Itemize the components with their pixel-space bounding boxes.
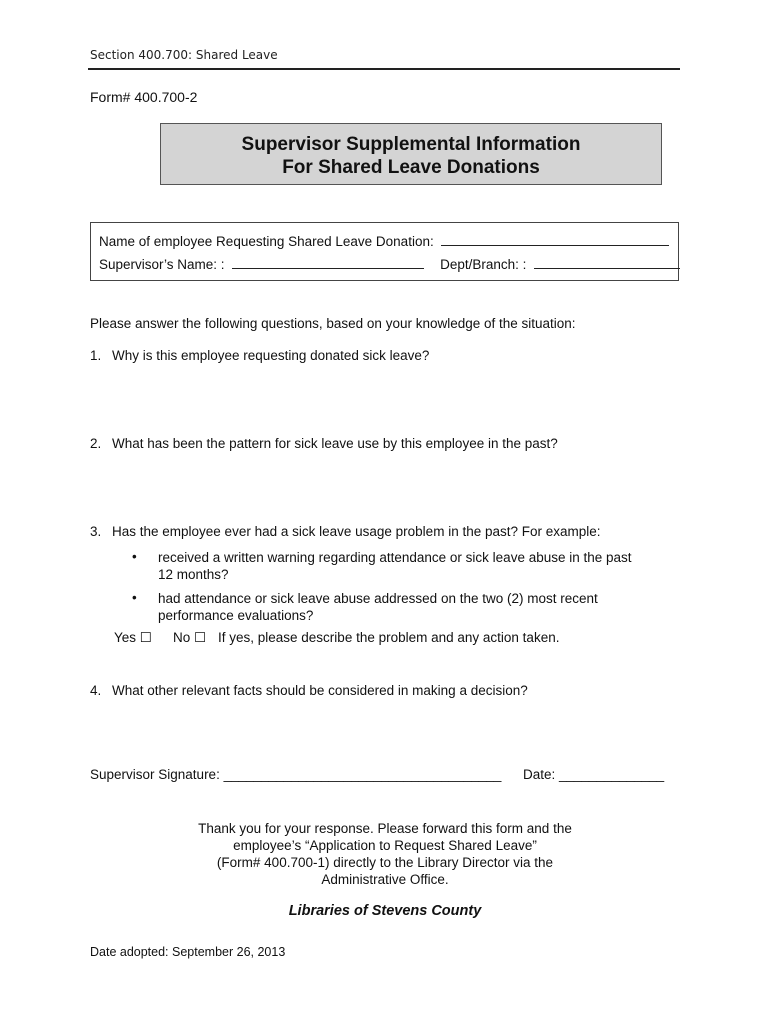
employee-name-row xyxy=(99,233,669,249)
thank-you-line: (Form# 400.700-1) directly to the Library Director via the xyxy=(216,855,554,870)
title-box xyxy=(160,123,662,185)
header-divider xyxy=(88,68,680,70)
dept-branch-label: Dept/Branch: : xyxy=(440,257,527,272)
question-4 xyxy=(90,683,528,698)
employee-name-label: Name of employee Requesting Shared Leave Donation: xyxy=(99,234,434,249)
supervisor-name-field[interactable] xyxy=(232,256,424,269)
bullet-line: 12 months? xyxy=(158,567,229,582)
bullet-icon: • xyxy=(132,549,137,564)
question-text: What other relevant facts should be considered in making a decision? xyxy=(112,683,528,698)
employee-info-box xyxy=(90,222,679,281)
supervisor-name-label: Supervisor’s Name: : xyxy=(99,257,225,272)
q3-yes-option[interactable]: Yes ☐ xyxy=(114,630,152,645)
dept-branch-field[interactable] xyxy=(534,256,680,269)
title-line-2: For Shared Leave Donations xyxy=(282,157,540,178)
bullet-line: had attendance or sick leave abuse addressed on the two (2) most recent xyxy=(158,591,598,606)
supervisor-signature-line[interactable]: Supervisor Signature: _____________________________________ xyxy=(90,767,502,782)
employee-name-field[interactable] xyxy=(441,233,669,246)
bullet-line: performance evaluations? xyxy=(158,608,314,623)
bullet-icon: • xyxy=(132,590,137,605)
form-number: Form# 400.700-2 xyxy=(90,89,198,105)
date-adopted: Date adopted: September 26, 2013 xyxy=(90,945,286,959)
question-number: 1. xyxy=(90,348,102,363)
intro-text: Please answer the following questions, based on your knowledge of the situation: xyxy=(90,316,576,331)
thank-you-line: Administrative Office. xyxy=(321,872,449,887)
bullet-line: received a written warning regarding attendance or sick leave abuse in the past xyxy=(158,550,632,565)
question-text: Why is this employee requesting donated sick leave? xyxy=(112,348,430,363)
question-text: Has the employee ever had a sick leave usage problem in the past? For example: xyxy=(112,524,601,539)
question-number: 4. xyxy=(90,683,102,698)
thank-you-line: Thank you for your response. Please forward this form and the xyxy=(198,821,572,836)
organization-name: Libraries of Stevens County xyxy=(288,903,482,919)
question-text: What has been the pattern for sick leave use by this employee in the past? xyxy=(112,436,558,451)
question-1 xyxy=(90,348,429,363)
question-number: 2. xyxy=(90,436,102,451)
question-3 xyxy=(90,524,601,539)
question-number: 3. xyxy=(90,524,102,539)
thank-you-line: employee’s “Application to Request Shared Leave” xyxy=(233,838,537,853)
section-header: Section 400.700: Shared Leave xyxy=(90,48,278,62)
q3-followup-text: If yes, please describe the problem and any action taken. xyxy=(218,630,560,645)
title-line-1: Supervisor Supplemental Information xyxy=(241,134,581,155)
supervisor-row xyxy=(99,256,680,272)
q3-no-option[interactable]: No ☐ xyxy=(173,630,207,645)
signature-date-line[interactable]: Date: ______________ xyxy=(523,767,665,782)
thank-you-note xyxy=(90,820,680,888)
question-2 xyxy=(90,436,558,451)
